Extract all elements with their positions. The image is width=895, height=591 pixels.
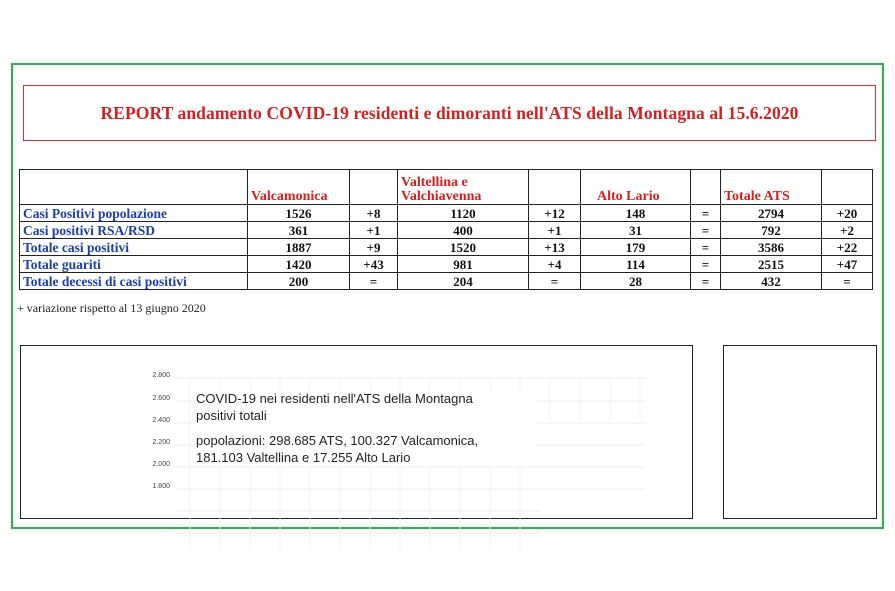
table-cell: 114 bbox=[581, 256, 691, 273]
table-row bbox=[20, 222, 873, 239]
table-cell: = bbox=[691, 222, 721, 239]
header-delta bbox=[691, 170, 721, 205]
table-cell: = bbox=[691, 205, 721, 222]
table-cell: = bbox=[822, 273, 873, 290]
header-delta bbox=[350, 170, 398, 205]
table-cell: = bbox=[529, 273, 581, 290]
header-valcamonica: Valcamonica bbox=[248, 170, 350, 205]
y-tick-label: 1.800 bbox=[152, 483, 170, 490]
header-empty bbox=[20, 170, 248, 205]
table-cell: 400 bbox=[398, 222, 529, 239]
table-cell: 2794 bbox=[721, 205, 822, 222]
table-cell: +43 bbox=[350, 256, 398, 273]
table-cell: = bbox=[691, 273, 721, 290]
table-cell: +1 bbox=[350, 222, 398, 239]
table-row bbox=[20, 256, 873, 273]
table-cell: +13 bbox=[529, 239, 581, 256]
table-cell: 432 bbox=[721, 273, 822, 290]
y-tick-label: 2.600 bbox=[152, 395, 170, 402]
header-delta bbox=[529, 170, 581, 205]
row-label: Totale casi positivi bbox=[20, 239, 248, 256]
table-cell: +47 bbox=[822, 256, 873, 273]
chart-title-line2: positivi totali bbox=[196, 408, 267, 423]
table-cell: +8 bbox=[350, 205, 398, 222]
y-tick-label: 2.200 bbox=[152, 439, 170, 446]
table-cell: 1120 bbox=[398, 205, 529, 222]
row-label: Casi positivi RSA/RSD bbox=[20, 222, 248, 239]
table-cell: 1420 bbox=[248, 256, 350, 273]
table-row bbox=[20, 205, 873, 222]
table-cell: 3586 bbox=[721, 239, 822, 256]
row-label: Totale guariti bbox=[20, 256, 248, 273]
table-cell: +4 bbox=[529, 256, 581, 273]
chart-population-line2: 181.103 Valtellina e 17.255 Alto Lario bbox=[196, 450, 411, 465]
table-cell: 1526 bbox=[248, 205, 350, 222]
table-cell: 361 bbox=[248, 222, 350, 239]
report-table bbox=[19, 169, 873, 290]
chart-caption bbox=[196, 390, 536, 466]
table-cell: +2 bbox=[822, 222, 873, 239]
row-label: Casi Positivi popolazione bbox=[20, 205, 248, 222]
table-header-row bbox=[20, 170, 873, 205]
table-cell: +20 bbox=[822, 205, 873, 222]
table-cell: 2515 bbox=[721, 256, 822, 273]
table-cell: = bbox=[350, 273, 398, 290]
table-cell: 28 bbox=[581, 273, 691, 290]
table-cell: 1520 bbox=[398, 239, 529, 256]
table-row bbox=[20, 239, 873, 256]
table-cell: +22 bbox=[822, 239, 873, 256]
table-cell: 31 bbox=[581, 222, 691, 239]
header-valtellina: Valtellina e Valchiavenna bbox=[398, 170, 529, 205]
header-alto-lario: Alto Lario bbox=[581, 170, 691, 205]
chart-title-line1: COVID-19 nei residenti nell'ATS della Montagna bbox=[196, 391, 473, 406]
row-label: Totale decessi di casi positivi bbox=[20, 273, 248, 290]
table-cell: 200 bbox=[248, 273, 350, 290]
table-row bbox=[20, 273, 873, 290]
table-cell: = bbox=[691, 256, 721, 273]
table-cell: +9 bbox=[350, 239, 398, 256]
table-cell: 1887 bbox=[248, 239, 350, 256]
table-cell: 792 bbox=[721, 222, 822, 239]
y-tick-label: 2.400 bbox=[152, 417, 170, 424]
report-title-box bbox=[23, 85, 876, 141]
table-cell: +12 bbox=[529, 205, 581, 222]
y-tick-label: 2.000 bbox=[152, 461, 170, 468]
header-totale-ats: Totale ATS bbox=[721, 170, 822, 205]
report-title: REPORT andamento COVID-19 residenti e dimoranti nell'ATS della Montagna al 15.6.2020 bbox=[100, 102, 799, 123]
variation-note: + variazione rispetto al 13 giugno 2020 bbox=[17, 301, 206, 315]
table-cell: 981 bbox=[398, 256, 529, 273]
side-box bbox=[723, 345, 877, 519]
y-tick-label: 2.800 bbox=[152, 372, 170, 379]
table-cell: = bbox=[691, 239, 721, 256]
header-delta bbox=[822, 170, 873, 205]
table-cell: 204 bbox=[398, 273, 529, 290]
table-cell: +1 bbox=[529, 222, 581, 239]
chart-population-line1: popolazioni: 298.685 ATS, 100.327 Valcamonica, bbox=[196, 433, 479, 448]
table-cell: 179 bbox=[581, 239, 691, 256]
table-cell: 148 bbox=[581, 205, 691, 222]
